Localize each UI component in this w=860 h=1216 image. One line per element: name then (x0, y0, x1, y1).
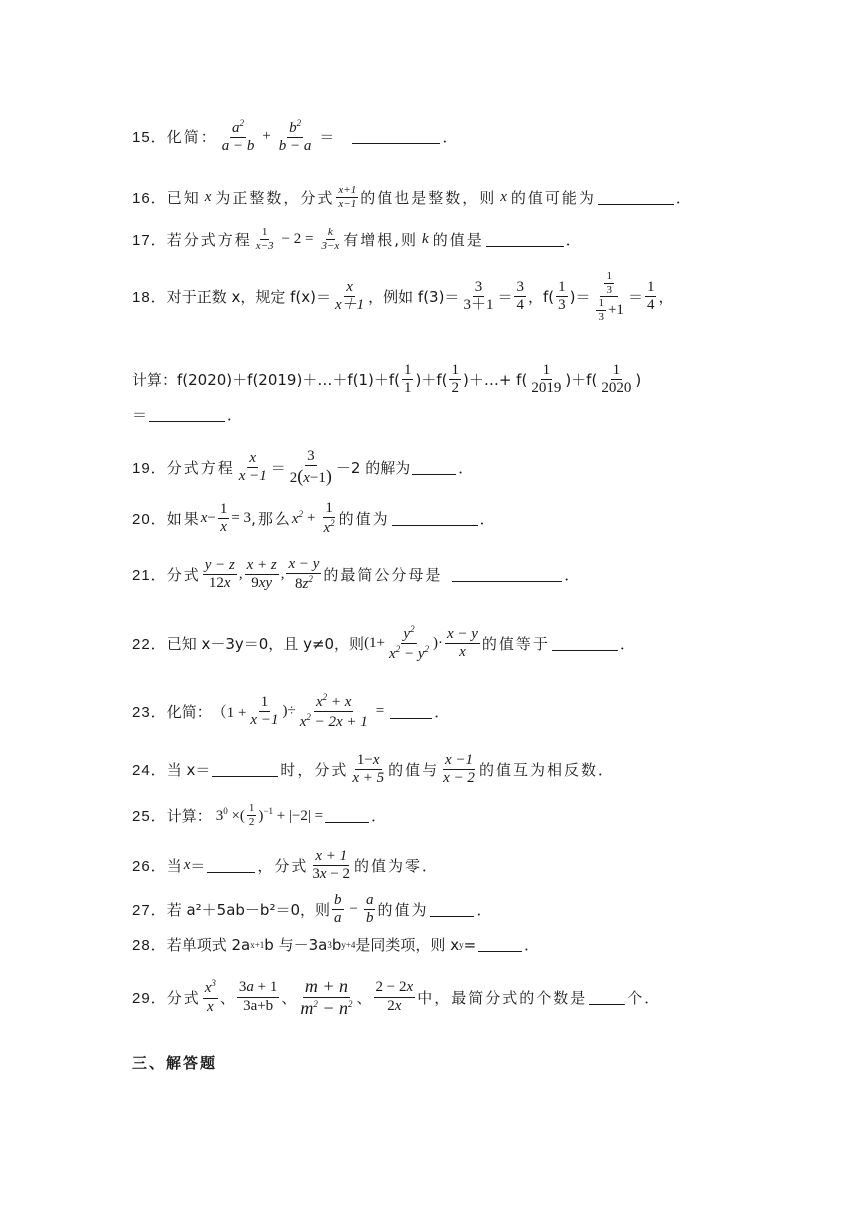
answer-blank[interactable] (412, 460, 456, 475)
answer-blank[interactable] (430, 902, 474, 917)
answer-blank[interactable] (452, 567, 562, 582)
question-text: 当 x＝ (166, 761, 211, 780)
question-number: 21． (132, 567, 167, 585)
question-text: ) (635, 370, 642, 389)
question-18-answer: ＝ ． (132, 406, 243, 424)
question-number: 17． (132, 231, 167, 249)
fraction: $a^2$ a − b (221, 118, 255, 155)
question-text: 的值是 (432, 230, 484, 249)
question-text: 为正整数，分式 (215, 188, 335, 207)
fraction: 1 1 (403, 362, 412, 397)
question-text: 的值可能为 (510, 188, 596, 207)
fraction: 3a + 1 3a+b (238, 979, 278, 1014)
question-text: 分式方程 (166, 459, 235, 478)
answer-blank[interactable] (589, 990, 625, 1005)
question-text: 如果 (166, 510, 201, 529)
question-text: 的值为 (377, 901, 429, 920)
question-text: )＋…+ f( (462, 371, 528, 390)
fraction: 3 3＋1 (463, 279, 494, 314)
question-text: 个． (627, 988, 662, 1007)
fraction: $\frac{1}{x^2}$ (323, 500, 335, 537)
question-number: 16． (132, 189, 167, 207)
answer-blank[interactable] (390, 704, 432, 719)
question-20: 20． 如果 x − $\frac{1}{x}$ = 3 ,那么 $x^2$ + $\frac{1}{x^2}$ 的值为 ． (132, 500, 495, 537)
question-number: 23． (132, 704, 167, 722)
question-number: 19． (132, 460, 167, 478)
question-text: 的值也是整数，则 (360, 188, 497, 207)
question-text: ，分式 (257, 857, 309, 876)
fraction: 1−x x + 5 (352, 752, 385, 787)
question-text: 时，分式 (280, 761, 349, 780)
question-text: ，例如 f(3)＝ (368, 288, 460, 307)
question-text: 分式 (166, 988, 201, 1007)
question-text: 的值为 (338, 510, 390, 529)
fraction: x − y x (446, 626, 478, 661)
question-text: 的最简公分母是 (323, 566, 443, 585)
question-29: 29． 分式 $x^3$ x 、 3a + 1 3a+b 、 m + n $m^2 - n^2$ 、 2 − 2x 2x 中，最简分式的个数是 个． (132, 976, 662, 1018)
fraction: 1 3 (558, 279, 566, 314)
question-text: )＋f( (415, 371, 448, 390)
question-text: 已知 x－3y＝0，且 y≠0，则 (166, 635, 365, 654)
question-text: 若 a²＋5ab－b²＝0，则 (166, 901, 330, 920)
question-text: 分式 (166, 566, 201, 585)
answer-blank[interactable] (325, 808, 369, 823)
fraction: $\frac{b^2}{b - a}$ (278, 118, 312, 155)
section-heading: 三、解答题 (132, 1054, 218, 1072)
fraction: m + n $m^2 - n^2$ (300, 976, 353, 1018)
question-27: 27． 若 a²＋5ab－b²＝0，则 b a − $\frac{a}{b}$ 的值为 ． (132, 892, 492, 927)
fraction: 1 4 (646, 279, 655, 314)
answer-blank[interactable] (598, 190, 674, 205)
question-25: 25． 计算： $3^0$ ×( 1 2 )$^{-1}$ + |−2| = ． (132, 802, 387, 828)
question-text: 的值等于 (481, 635, 550, 654)
fraction: $\frac{x^2 + x}{x^2 - 2x + 1}$ (299, 692, 368, 731)
question-23: 23． 化简： （1 + $\frac{1}{x -1}$ )÷ $\frac{x^2 + x}{x^2 - 2x + 1}$ = ． (132, 692, 450, 731)
question-text: 化简： (166, 703, 212, 722)
question-text: )＝ (569, 288, 591, 307)
question-18: 18． 对于正数 x，规定 f(x)＝ x x＋1 ，例如 f(3)＝ 3 3＋1 ＝ 3 4 ，f( 1 3 )＝ $\frac{1}{3}$ $\frac{1}{3}$ +1 ＝ 1 4 ， (132, 270, 674, 323)
question-number: 28． (132, 937, 167, 954)
question-26: 26． 当 x ＝ ，分式 x + 1 3x − 2 的值为零． (132, 848, 440, 883)
question-text: 若分式方程 (166, 230, 252, 249)
question-text: = (463, 935, 477, 954)
question-text: )＋f( (565, 371, 598, 390)
question-text: 中，最简分式的个数是 (417, 988, 588, 1007)
question-text: 对于正数 x，规定 f(x)＝ (166, 288, 331, 307)
fraction: $\frac{1}{x -1}$ (250, 694, 279, 729)
question-text: 化简： (166, 128, 218, 147)
fraction: $\frac{k}{3-x}$ (321, 226, 340, 252)
question-text: 计算： (166, 806, 212, 825)
fraction: $\frac{1}{x}$ (219, 501, 228, 536)
question-number: 20． (132, 511, 167, 529)
question-text: ，f( (527, 288, 555, 307)
answer-blank[interactable] (478, 937, 522, 952)
fraction-nested: $\frac{1}{3}$ $\frac{1}{3}$ +1 (598, 270, 624, 323)
question-text: 是同类项，则 x (355, 936, 460, 954)
question-text: 的值与 (388, 761, 440, 780)
fraction: x − y $8z^2$ (288, 556, 320, 593)
question-number: 18． (132, 289, 167, 307)
question-19: 19． 分式方程 x x −1 ＝ 3 2(x−1) －2 的解为 ． (132, 448, 474, 487)
question-text: b 与－3a (264, 936, 328, 954)
fraction: x + z 9xy (246, 557, 277, 592)
question-text: 的值为零． (354, 857, 440, 876)
fraction: $\frac{a}{b}$ (365, 892, 374, 927)
answer-blank[interactable] (352, 129, 440, 144)
question-18-calc (132, 362, 750, 398)
question-15: 15． 化简： $a^2$ a − b + $\frac{b^2}{b - a}$ ＝ ． (132, 118, 458, 155)
question-text: 的值互为相反数． (478, 761, 615, 780)
answer-blank[interactable] (212, 762, 278, 777)
question-text: 当 (166, 857, 184, 876)
fraction: 1 2020 (601, 362, 632, 397)
question-22: 22． 已知 x－3y＝0，且 y≠0，则 (1+ $\frac{y^2}{x^2 - y^2}$ )· x − y x 的值等于 ． (132, 624, 635, 663)
fraction: x −1 x − 2 (443, 752, 475, 787)
question-text: 计算：f(2020)＋f(2019)＋…＋f(1)＋f( (132, 371, 400, 390)
question-28: 28． 若单项式 2a x+1 b 与－3a 3 b y+4 是同类项，则 x y = ． (132, 935, 540, 954)
question-number: 26． (132, 858, 167, 876)
question-16: 16． 已知 x 为正整数，分式 x+1 x−1 的值也是整数，则 x 的值可能为 ． (132, 184, 691, 210)
question-24 (132, 752, 750, 788)
question-text: 已知 (166, 188, 201, 207)
answer-blank[interactable] (552, 636, 618, 651)
fraction: x + 1 3x − 2 (312, 848, 351, 883)
fraction: b a (334, 892, 342, 927)
fraction: $x^3$ x (204, 978, 216, 1015)
fraction: 3 2(x−1) (289, 448, 332, 487)
question-text: ,那么 (251, 510, 292, 529)
fraction: 1 x−3 (255, 226, 274, 252)
fraction: $\frac{y^2}{x^2 - y^2}$ (389, 624, 429, 663)
fraction: x x＋1 (334, 279, 365, 314)
question-number: 25． (132, 807, 167, 825)
answer-blank[interactable] (486, 232, 564, 247)
fraction: 2 − 2x 2x (375, 979, 414, 1014)
question-text: 有增根,则 (343, 230, 419, 249)
question-text: 若单项式 2a (166, 936, 251, 954)
question-number: 22． (132, 636, 167, 654)
question-number: 27． (132, 902, 167, 920)
fraction: 3 4 (516, 279, 524, 314)
fraction: y − z 12x (204, 557, 235, 592)
answer-blank[interactable] (207, 858, 255, 873)
question-text: －2 的解为 (335, 459, 411, 478)
question-number: 29． (132, 989, 167, 1007)
question-number: 24． (132, 762, 167, 780)
question-17: 17． 若分式方程 1 x−3 − 2 = $\frac{k}{3-x}$ 有增根,则 k 的值是 ． (132, 226, 581, 252)
question-text: b (331, 935, 342, 954)
question-number: 15． (132, 129, 167, 147)
fraction: x x −1 (238, 450, 267, 485)
answer-blank[interactable] (149, 407, 225, 422)
fraction: 1 2 (248, 802, 255, 828)
fraction: 1 2019 (531, 362, 562, 397)
question-21: 21． 分式 y − z 12x , x + z 9xy , x − y $8z^2$ 的最简公分母是 ． (132, 556, 580, 593)
answer-blank[interactable] (392, 511, 478, 526)
fraction: x+1 x−1 (338, 184, 357, 210)
fraction: 1 2 (451, 362, 459, 397)
